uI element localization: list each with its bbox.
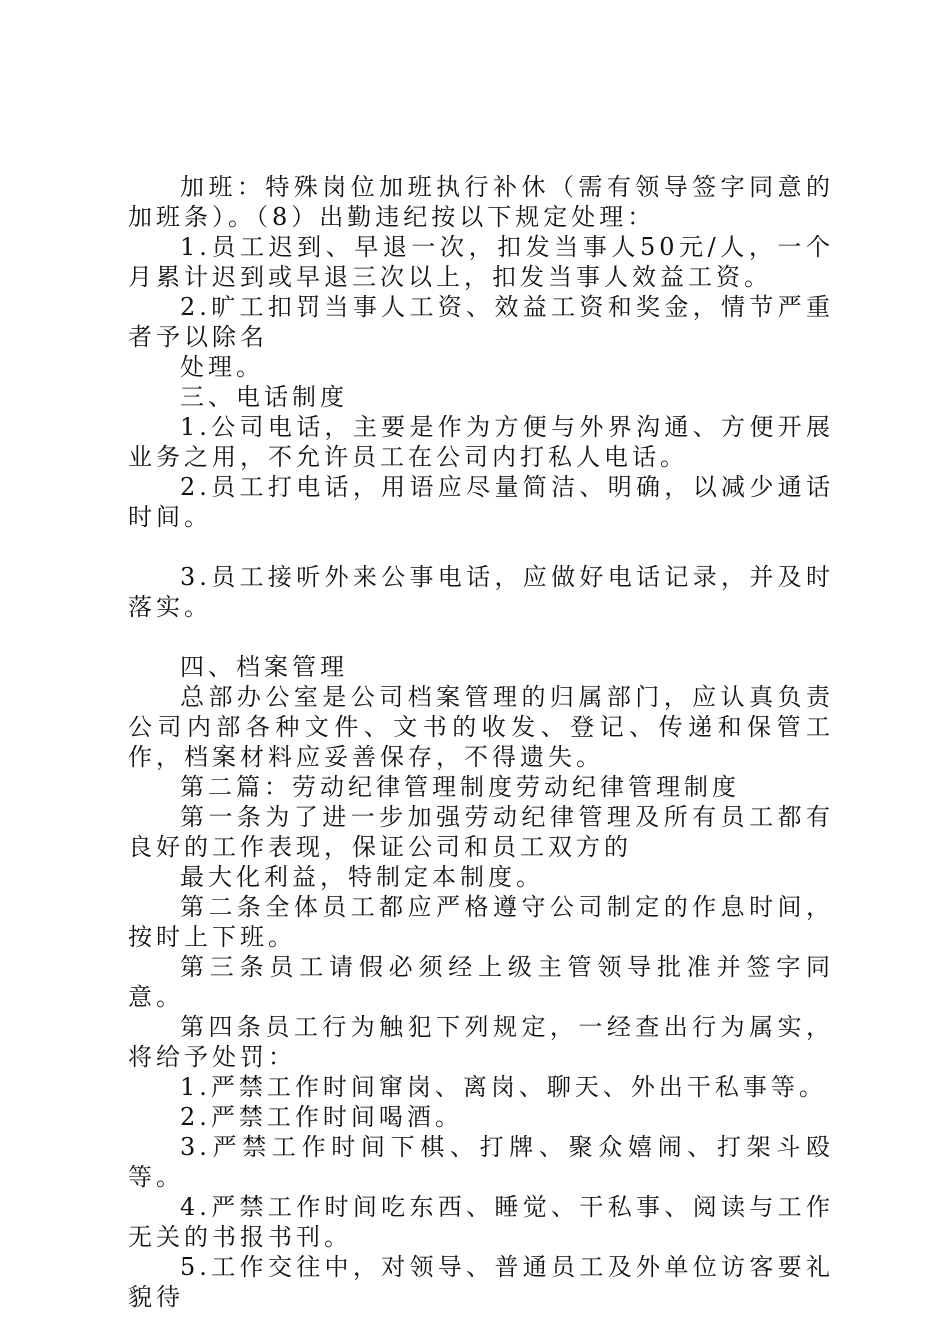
paragraph-overtime: 加班：特殊岗位加班执行补休（需有领导签字同意的加班条）。（8）出勤违纪按以下规定处理： [128, 173, 834, 231]
paragraph-archive: 总部办公室是公司档案管理的归属部门，应认真负责公司内部各种文件、文书的收发、登记、传递和保管工作，档案材料应妥善保存，不得遗失。 [128, 683, 834, 771]
rule-5: 5.工作交往中，对领导、普通员工及外单位访客要礼貌待 [128, 1253, 834, 1311]
rule-2: 2.严禁工作时间喝酒。 [180, 1103, 463, 1131]
article-4: 第四条员工行为触犯下列规定，一经查出行为属实，将给予处罚： [128, 1013, 834, 1071]
paragraph-phone-2: 2.员工打电话，用语应尽量简洁、明确，以减少通话时间。 [128, 473, 834, 531]
paragraph-absence-penalty-cont: 处理。 [180, 353, 264, 381]
paragraph-absence-penalty: 2.旷工扣罚当事人工资、效益工资和奖金，情节严重者予以除名 [128, 293, 834, 351]
paragraph-late-penalty: 1.员工迟到、早退一次，扣发当事人50元/人，一个月累计迟到或早退三次以上，扣发当事人效益工资。 [128, 233, 834, 291]
rule-4: 4.严禁工作时间吃东西、睡觉、干私事、阅读与工作无关的书报书刊。 [128, 1193, 834, 1251]
paragraph-phone-3: 3.员工接听外来公事电话，应做好电话记录，并及时落实。 [128, 563, 834, 621]
section-heading-archive: 四、档案管理 [180, 653, 348, 681]
chapter-heading-2: 第二篇：劳动纪律管理制度劳动纪律管理制度 [180, 773, 740, 801]
section-heading-phone: 三、电话制度 [180, 383, 348, 411]
article-1-cont: 最大化利益，特制定本制度。 [180, 863, 544, 891]
blank-line [128, 622, 834, 652]
blank-line [128, 532, 834, 562]
rule-3: 3.严禁工作时间下棋、打牌、聚众嬉闹、打架斗殴等。 [128, 1133, 834, 1191]
article-2: 第二条全体员工都应严格遵守公司制定的作息时间，按时上下班。 [128, 893, 834, 951]
article-1: 第一条为了进一步加强劳动纪律管理及所有员工都有良好的工作表现，保证公司和员工双方的 [128, 803, 834, 861]
paragraph-phone-1: 1.公司电话，主要是作为方便与外界沟通、方便开展业务之用，不允许员工在公司内打私人电话。 [128, 413, 834, 471]
document-page [128, 172, 834, 1312]
article-3: 第三条员工请假必须经上级主管领导批准并签字同意。 [128, 953, 834, 1011]
rule-1: 1.严禁工作时间窜岗、离岗、聊天、外出干私事等。 [180, 1073, 827, 1101]
